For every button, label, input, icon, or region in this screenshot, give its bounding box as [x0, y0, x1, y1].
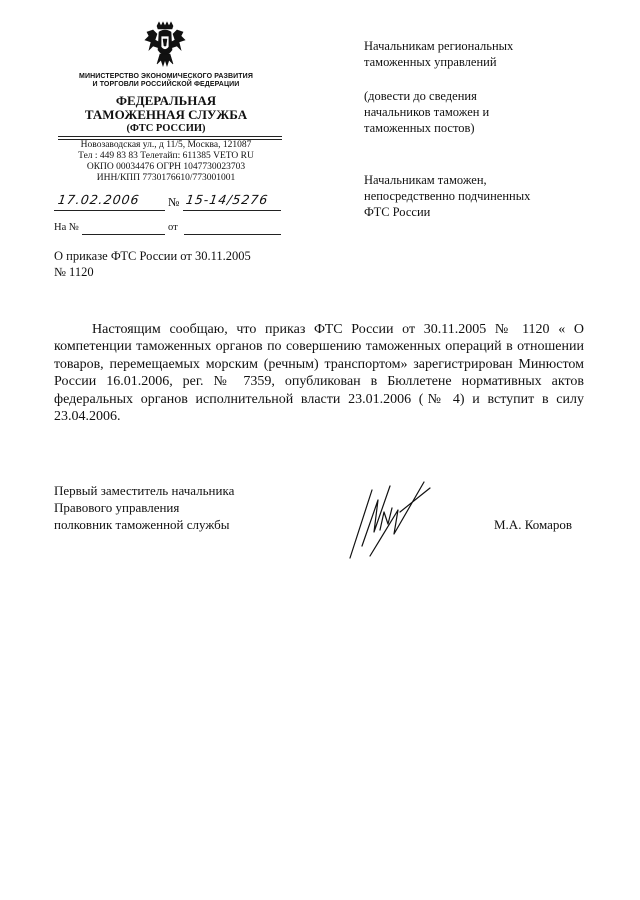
subject-line1: О приказе ФТС России от 30.11.2005 [54, 249, 251, 263]
recipient-line6: Начальникам таможен, [364, 173, 487, 187]
recipient-line7: непосредственно подчиненных [364, 189, 531, 203]
service-name-line2: ТАМОЖЕННАЯ СЛУЖБА [84, 107, 248, 122]
handwritten-date: 17.02.2006 [56, 192, 141, 207]
ministry-name-line1: МИНИСТЕРСТВО ЭКОНОМИЧЕСКОГО РАЗВИТИЯ [79, 73, 253, 80]
reply-number-underline [82, 234, 165, 235]
ministry-name-line2: И ТОРГОВЛИ РОССИЙСКОЙ ФЕДЕРАЦИИ [92, 81, 240, 88]
inn-kpp-line: ИНН/КПП 7730176610/773001001 [96, 173, 236, 183]
phone-line: Тел : 449 83 83 Телетайп: 611385 VETO RU [78, 151, 254, 161]
recipient-line1: Начальникам региональных [364, 39, 514, 53]
date-underline [54, 210, 165, 211]
signer-position-line3: полковник таможенной службы [54, 517, 230, 532]
subject-line2: № 1120 [54, 265, 94, 279]
reply-date-underline [184, 234, 281, 235]
signer-position-line2: Правового управления [54, 500, 180, 515]
recipient-line2: таможенных управлений [364, 55, 497, 69]
okpo-ogrn-line: ОКПО 00034476 ОГРН 1047730023703 [86, 162, 246, 172]
address-line: Новозаводская ул., д 11/5, Москва, 121087 [80, 140, 252, 150]
header-divider-top [58, 136, 282, 137]
signer-position-line1: Первый заместитель начальника [54, 483, 235, 498]
reply-number-label: На № [54, 222, 79, 233]
recipient-line3: (довести до сведения [364, 89, 477, 103]
recipient-line4: начальников таможен и [364, 105, 490, 119]
coat-of-arms-icon [143, 20, 187, 70]
letter-body: Настоящим сообщаю, что приказ ФТС России от 30.11.2005 № 1120 « О компетенции таможенных органов по совершению таможенных операций в отношении товаров, перемещаемых морским (речным) транспортом» зарегистрирован Минюстом России 16.01.2006, рег. № 7359, опубликован в Бюллетене нормативных актов федеральных органов исполнительной власти 23.01.2006 (№ 4) и вступит в силу 23.04.2006. [54, 322, 584, 425]
number-label: № [168, 195, 180, 209]
number-underline [183, 210, 281, 211]
service-name-line1: ФЕДЕРАЛЬНАЯ [115, 93, 217, 108]
reply-from-label: от [168, 222, 178, 233]
signer-name: М.А. Комаров [494, 517, 573, 532]
recipient-line5: таможенных постов) [364, 121, 475, 135]
handwritten-number: 15-14/5276 [184, 192, 270, 207]
handwritten-signature [340, 472, 440, 564]
recipient-line8: ФТС России [364, 205, 431, 219]
service-short-name: (ФТС РОССИИ) [126, 123, 206, 134]
